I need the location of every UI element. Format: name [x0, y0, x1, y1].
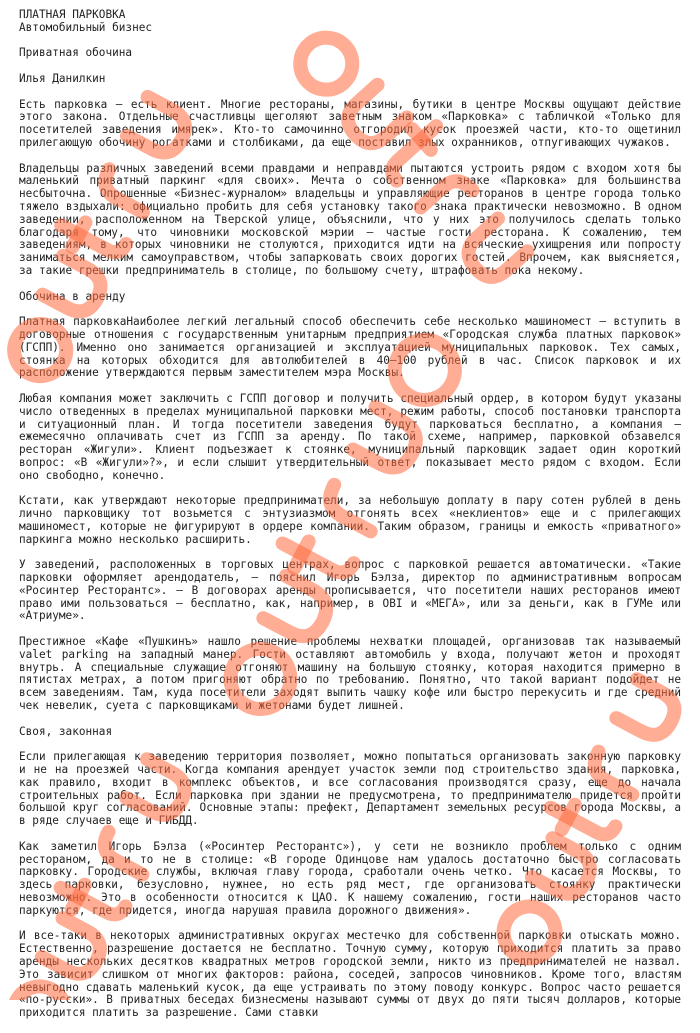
document-body: [19, 9, 681, 1033]
header-subtitle: Автомобильный бизнес: [19, 20, 153, 34]
paragraph: Владельцы различных заведений всеми правдами и неправдами пытаются устроить рядом с входом хотя бы маленький приватный паркинг «для своих». Мечта о собственном знаке «Парковка» для большинства несбыточна. Опрошенные «Бизнес-журналом» владельцы и управляющие ресторанов в центре города только тяжело вздыхали: официально пробить для себя установку такого знака практически невозможно. В одном заведении, расположенном на Тверской улице, объяснили, что у них это получилось сделать только благодаря тому, что чиновники московской мэрии – частые гости ресторана. К сожалению, тем заведениям, в которых чиновники не столуются, приходится идти на всяческие ухищрения или попросту заниматься мелким самоуправством, чтобы запарковать своих дорогих гостей. Впрочем, как выясняется, за такие грешки предприниматель в столице, по большому счету, штрафовать пока некому.: [19, 161, 681, 277]
paragraph: Если прилегающая к заведению территория позволяет, можно попытаться организовать законную парковку и не на проезжей части. Когда компания арендует участок земли под строительство здания, парковка, как правило, входит в комплекс объектов, и все согласования производятся сразу, еще до начала строительных работ. Если парковка при здании не предусмотрена, то предпринимателю придется пройти большой круг согласований. Основные этапы: префект, Департамент земельных ресурсов города Москвы, а в ряде случаев еще и ГИБДД.: [19, 750, 681, 828]
section-heading: Своя, законная: [19, 724, 113, 738]
paragraph: Престижное «Кафе «Пушкинъ» нашло решение проблемы нехватки площадей, организовав так называемый valet parking на западный манер. Гости оставляют автомобиль у входа, получают жетон и проходят внутрь. А специальные служащие отгоняют машину на большую стоянку, которая находится примерно в пятистах метрах, а потом пригоняют обратно по требованию. Понятно, что такой вариант подойдет не всем заведениям. Там, куда посетители заходят выпить чашку кофе или быстро перекусить и где средний чек невелик, суета с парковщиками и жетонами будет лишней.: [19, 635, 681, 713]
article-title: Приватная обочина: [19, 46, 133, 60]
paragraph: У заведений, расположенных в торговых центрах, вопрос с парковкой решается автоматически. «Такие парковки оформляет арендодатель, – пояснил Игорь Бэлза, директор по административным вопросам «Росинтер Ресторантс». – В договорах аренды прописывается, что посетители наших ресторанов имеют право ими пользоваться – бесплатно, как, например, в OBI и «МЕГА», или за деньги, как в ГУМе или «Атриуме».: [19, 558, 681, 623]
article-author: Илья Данилкин: [19, 71, 106, 85]
paragraph: Любая компания может заключить с ГСПП договор и получить специальный ордер, в котором будут указаны число отведенных в пределах муниципальной парковки мест, режим работы, способ постановки транспорта и ситуационный план. И тогда посетители заведения будут парковаться бесплатно, а компания – ежемесячно оплачивать счет из ГСПП за аренду. По такой схеме, например, парковкой обзавелся ресторан «Жигули». Клиент подъезжает к стоянке, муниципальный парковщик задает один короткий вопрос: «В «Жигули»?», и если слышит утвердительный ответ, показывает место рядом с входом. Если оно свободно, конечно.: [19, 391, 681, 482]
paragraph: Есть парковка – есть клиент. Многие рестораны, магазины, бутики в центре Москвы ощущают действие этого закона. Отдельные счастливцы щеголяют заветным знаком «Парковка» с табличкой «Только для посетителей заведения имярек». Кто-то самочинно отгородил кусок проезжей части, кто-то ощетинил прилегающую обочину рогатками и столбиками, да еще поставил злых охранников, отпугивающих чужаков.: [19, 97, 681, 149]
header-title: ПЛАТНАЯ ПАРКОВКА: [19, 8, 126, 21]
paragraph: И все-таки в некоторых административных округах местечко для собственной парковки отыскать можно. Естественно, разрешение достается не бесплатно. Точную сумму, которую приходится платить за право аренды нескольких десятков квадратных метров городской земли, никто из предпринимателей не назвал. Это зависит слишком от многих факторов: района, соседей, запросов чиновников. Кроме того, властям невыгодно сдавать маленький кусок, да еще устраивать по этому поводу конкурс. Вопрос часто решается «по-русски». В приватных беседах бизнесмены называют суммы от двух до пяти тысяч долларов, которые приходится платить за разрешение. Сами ставки: [19, 929, 681, 1020]
paragraph: Как заметил Игорь Бэлза («Росинтер Ресторантс»), у сети не возникло проблем только с одним рестораном, да и то не в столице: «В городе Одинцове нам удалось достаточно быстро согласовать парковку. Городские службы, включая главу города, сработали очень четко. Что касается Москвы, то здесь парковки, безусловно, нужнее, но есть ряд мест, где организовать стоянку практически невозможно. Это в особенности относится к ЦАО. К нашему сожалению, гости наших ресторанов часто паркуются, где придется, иногда нарушая правила дорожного движения».: [19, 839, 681, 917]
paragraph: Кстати, как утверждают некоторые предприниматели, за небольшую доплату в пару сотен рублей в день лично парковщику тот возьмется с энтузиазмом отгонять всех «неклиентов» еще и с прилегающих машиномест, которые не фигурируют в ордере компании. Таким образом, границы и емкость «приватного» паркинга можно несколько расширить.: [19, 494, 681, 546]
paragraph: Платная парковкаНаиболее легкий легальный способ обеспечить себе несколько машиномест – вступить в договорные отношения с государственным унитарным предприятием «Городская служба платных парковок» (ГСПП). Именно оно занимается организацией и эксплуатацией муниципальных парковок. Тех самых, стоянка на которых обходится для автолюбителей в 40–100 рублей в час. Список парковок и их расположение утверждаются первым заместителем мэра Москвы.: [19, 315, 681, 380]
section-heading: Обочина в аренду: [19, 289, 126, 303]
